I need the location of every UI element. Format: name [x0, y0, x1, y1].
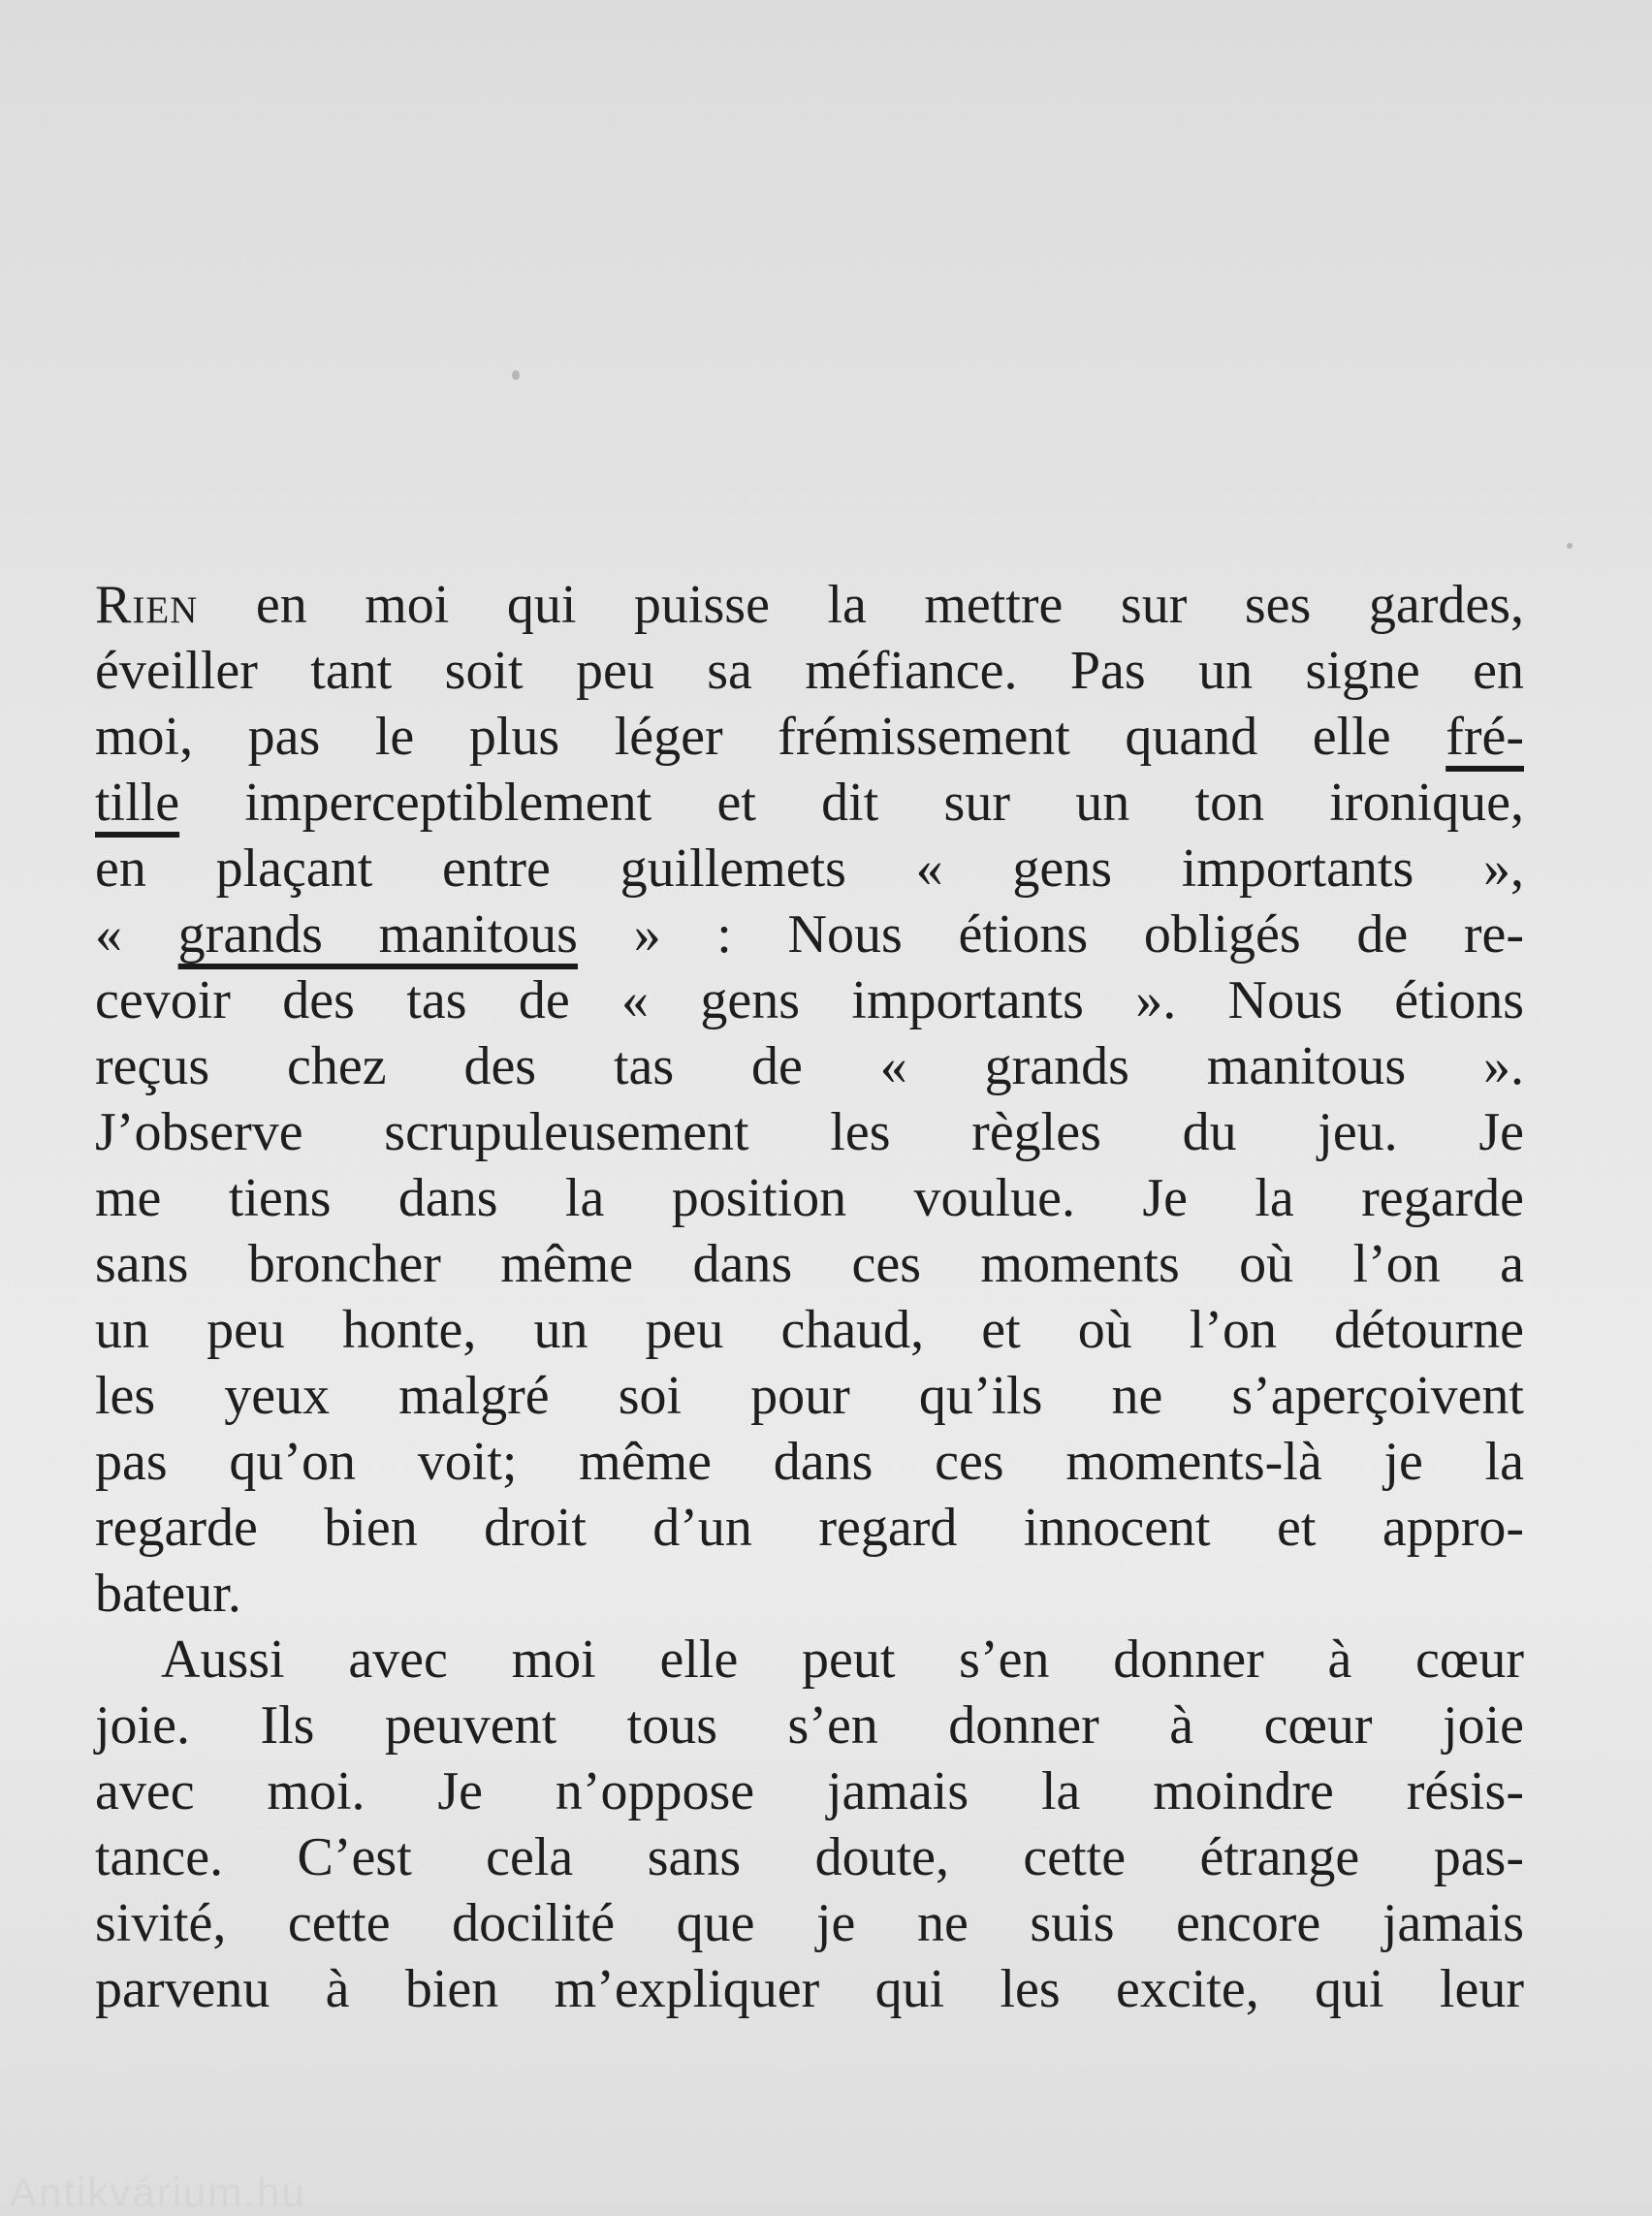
text-line-8: reçus chez des tas de « grands manitous ». — [95, 1036, 1524, 1096]
text-line-17: Aussi avec moi elle peut s’en donner à cœur — [161, 1630, 1524, 1690]
text-line-11: sans broncher même dans ces moments où l’on a — [95, 1234, 1524, 1294]
text-line-5: en plaçant entre guillemets « gens importants », — [95, 839, 1524, 899]
text-line-16: bateur. — [95, 1564, 241, 1624]
text-line-22: parvenu à bien m’expliquer qui les excite, qui leur — [95, 1959, 1524, 2019]
text-line-15: regarde bien droit d’un regard innocent et appro- — [95, 1498, 1524, 1558]
paper-speck — [512, 370, 520, 380]
watermark: Antikvárium.hu — [10, 2169, 306, 2215]
pencil-underline: fré- — [1446, 707, 1524, 767]
text-line-20: tance. C’est cela sans doute, cette étrange pas- — [95, 1827, 1524, 1887]
text-line-18: joie. Ils peuvent tous s’en donner à cœur joie — [95, 1695, 1524, 1756]
text-line-9: J’observe scrupuleusement les règles du jeu. Je — [95, 1102, 1524, 1162]
text-line-4: tille imperceptiblement et dit sur un ton ironique, — [95, 773, 1524, 833]
text-line-14: pas qu’on voit; même dans ces moments-là je la — [95, 1432, 1524, 1492]
paper-speck — [1567, 543, 1573, 549]
text-line-12: un peu honte, un peu chaud, et où l’on détourne — [95, 1300, 1524, 1360]
text-line-1: Rien en moi qui puisse la mettre sur ses gardes, — [95, 575, 1524, 635]
pencil-underline: tille — [95, 773, 180, 833]
text-line-21: sivité, cette docilité que je ne suis encore jamais — [95, 1893, 1524, 1953]
text-line-3: moi, pas le plus léger frémissement quand elle fré- — [95, 707, 1524, 767]
body-text — [95, 572, 1524, 2022]
text-line-6: « grands manitous » : Nous étions obligés de re- — [95, 904, 1524, 965]
drop-word: Rien — [95, 575, 199, 635]
pencil-underline: grands manitous — [177, 904, 578, 965]
text-line-19: avec moi. Je n’oppose jamais la moindre résis- — [95, 1761, 1524, 1821]
text-line-7: cevoir des tas de « gens importants ». Nous étions — [95, 970, 1524, 1030]
text-line-10: me tiens dans la position voulue. Je la regarde — [95, 1168, 1524, 1228]
text-line-13: les yeux malgré soi pour qu’ils ne s’aperçoivent — [95, 1366, 1524, 1426]
text-line-2: éveiller tant soit peu sa méfiance. Pas un signe en — [95, 641, 1524, 701]
